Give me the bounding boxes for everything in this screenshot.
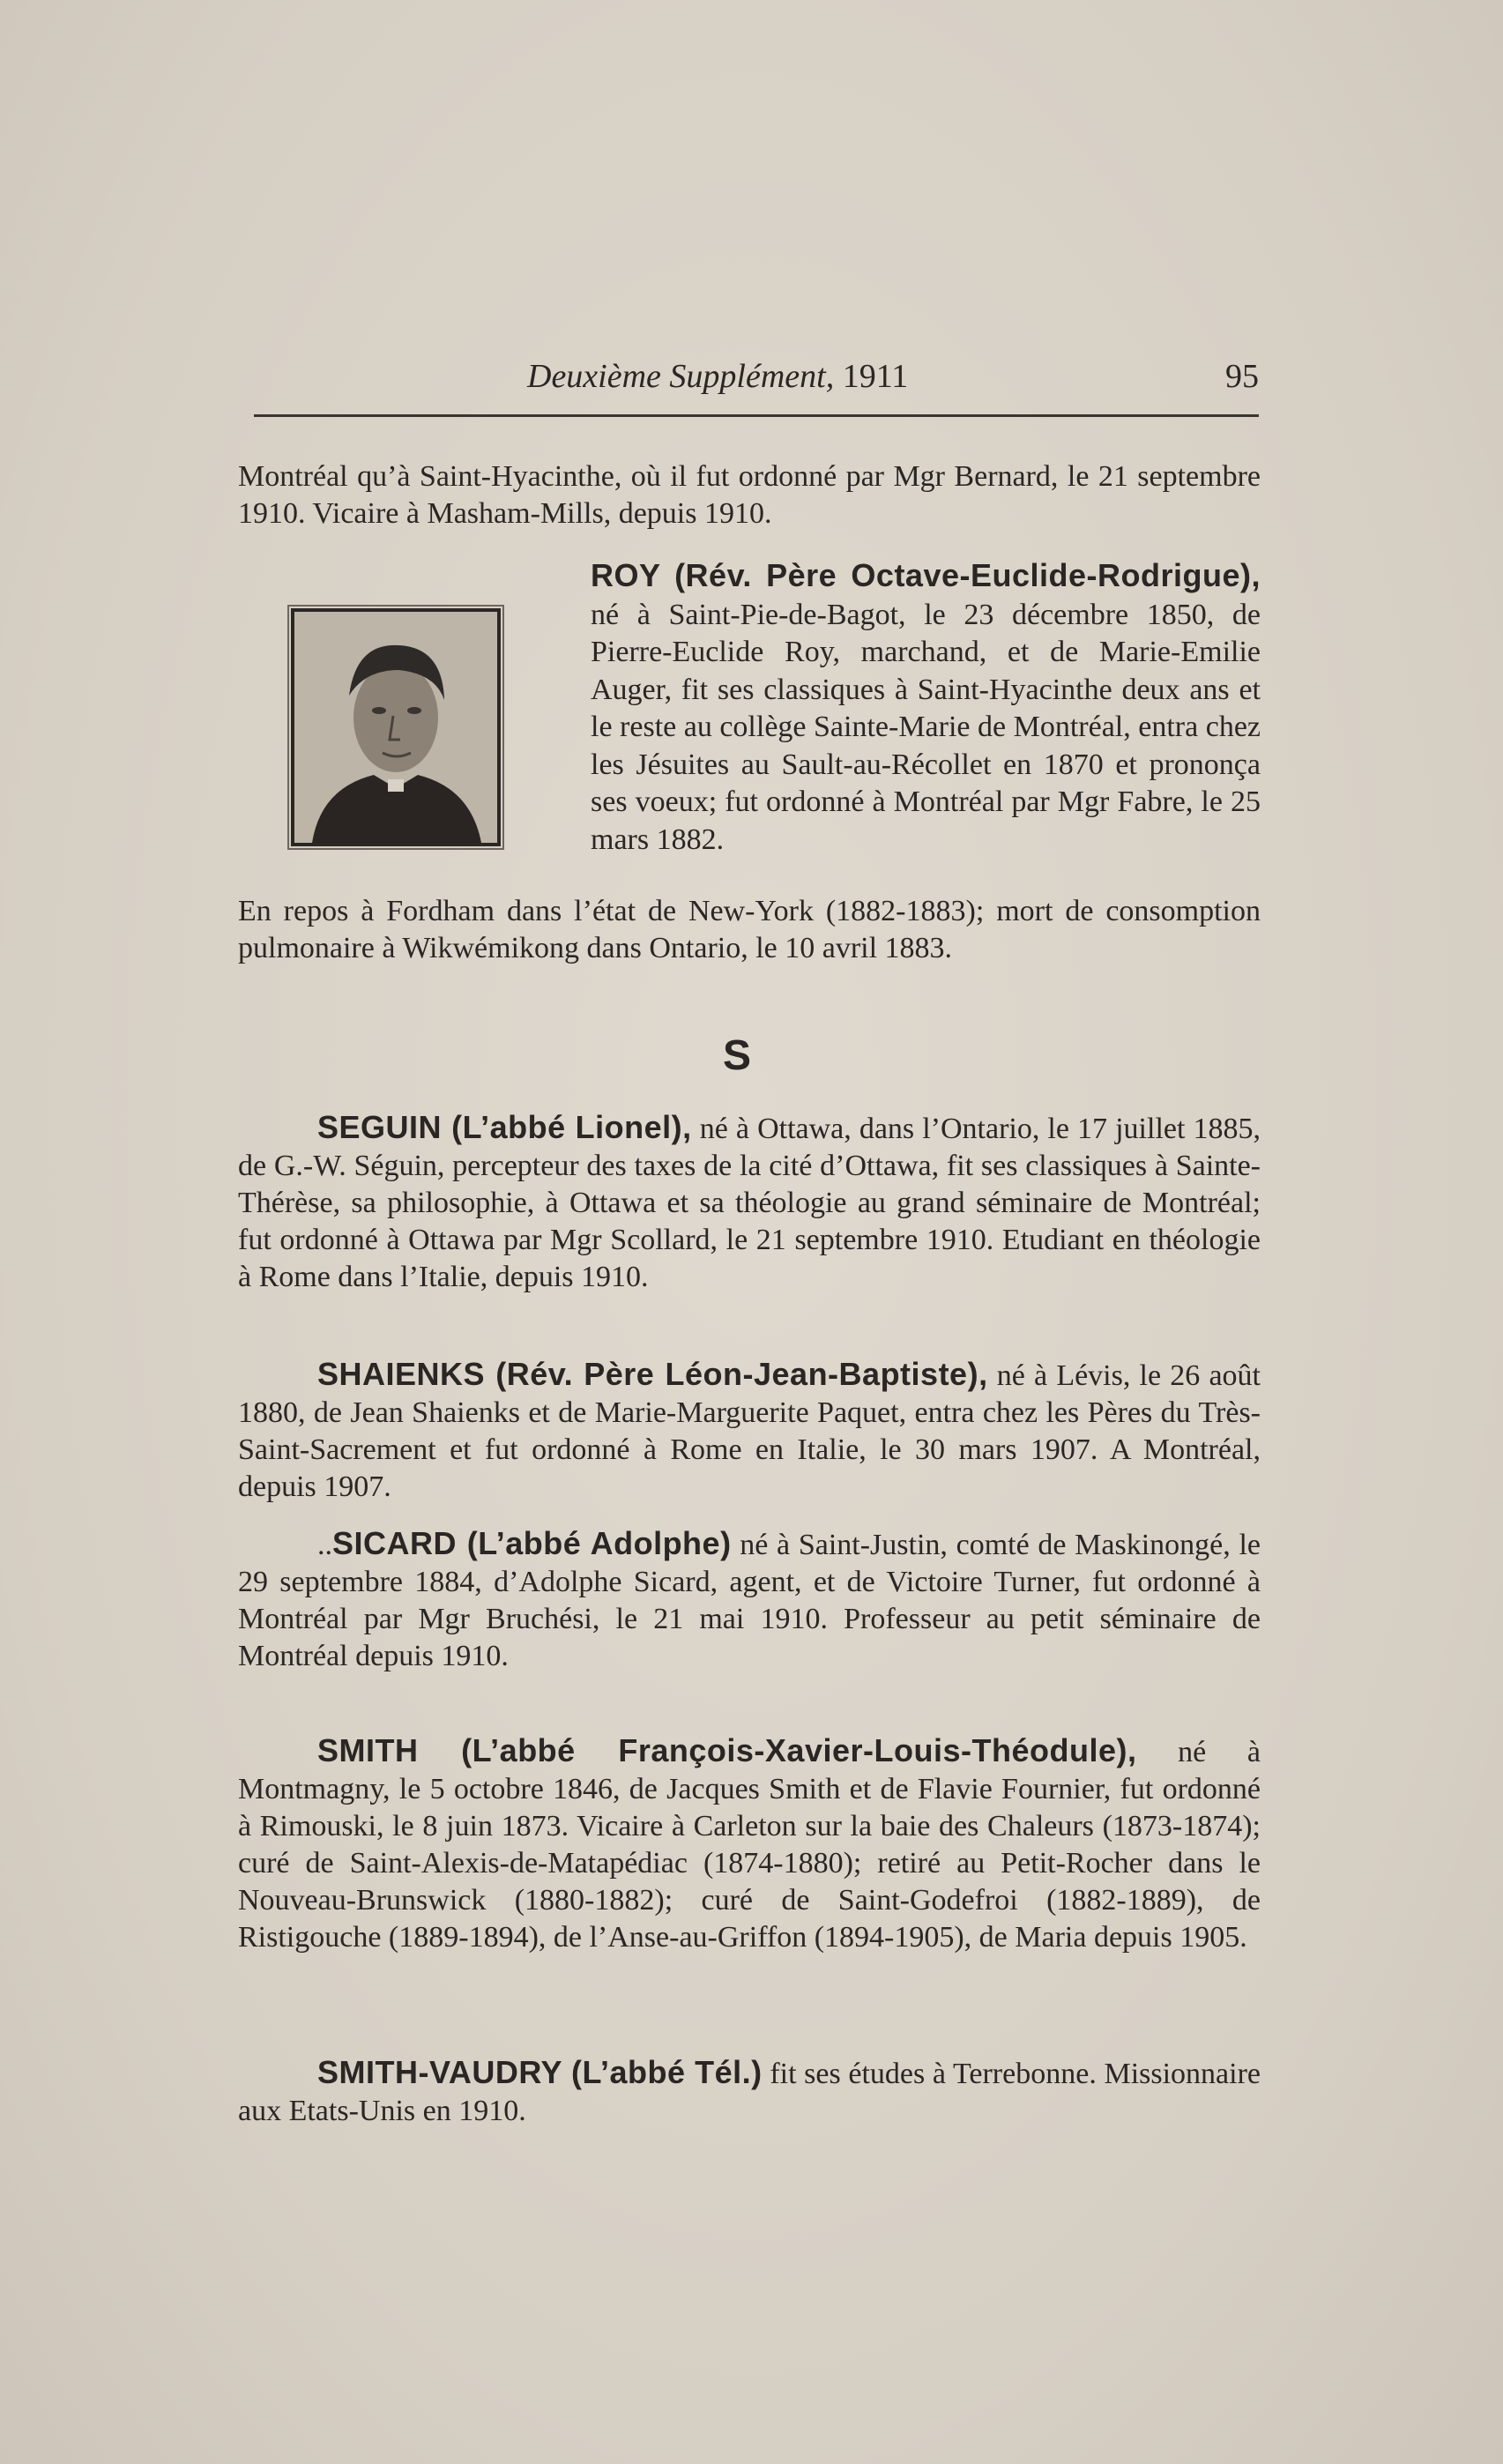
header-year: 1911 — [842, 358, 909, 395]
shaienks-name: SHAIENKS (Rév. Père Léon-Jean-Baptiste), — [317, 1356, 988, 1392]
continuation-paragraph: Montréal qu’à Saint-Hyacinthe, où il fut ordonné par Mgr Bernard, le 21 septembre 1910. Vicaire à Masham-Mills, depuis 1910. — [238, 460, 1261, 530]
roy-entry-beside-portrait — [591, 557, 1261, 859]
roy-entry-continued: En repos à Fordham dans l’état de New-York (1882-1883); mort de consomption pulmonaire à Wikwémikong dans Ontario, le 10 avril 1883. — [238, 895, 1261, 964]
smith-vaudry-entry — [238, 2054, 1261, 2130]
smith-name: SMITH (L’abbé François-Xavier-Louis-Théodule), — [317, 1732, 1137, 1768]
section-letter: S — [723, 1032, 752, 1079]
sicard-name: SICARD (L’abbé Adolphe) — [332, 1525, 732, 1561]
header-title — [527, 357, 908, 396]
header-rule — [254, 414, 1259, 417]
shaienks-text: né à Lévis, le 26 août 1880, de Jean Shaienks et de Marie-Marguerite Paquet, entra chez les Pères du Très-Saint-Sacrement et fut ordonné à Rome en Italie, le 30 mars 1907. A Montréal, depuis 1907. — [238, 1359, 1261, 1503]
portrait-photo — [291, 608, 501, 846]
sicard-text: né à Saint-Justin, comté de Maskinongé, le 29 septembre 1884, d’Adolphe Sicard, agent, et de Victoire Turner, fut ordonné à Montréal par Mgr Bruchési, le 21 mai 1910. Professeur au petit séminaire de Montréal depuis 1910. — [238, 1529, 1261, 1672]
sicard-entry — [238, 1525, 1261, 1675]
smith-vaudry-name: SMITH-VAUDRY (L’abbé Tél.) — [317, 2054, 763, 2090]
page-number: 95 — [1225, 358, 1259, 395]
sicard-prefix: .. — [317, 1529, 332, 1561]
roy-text-beside: né à Saint-Pie-de-Bagot, le 23 décembre 1850, de Pierre-Euclide Roy, marchand, et de Marie-Emilie Auger, fit ses classiques à Saint-Hyacinthe deux ans et le reste au collège Sainte-Marie de Montréal, entra chez les Jésuites au Sault-au-Récollet en 1870 et prononça ses voeux; fut ordonné à Montréal par Mgr Fabre, le 25 mars 1882. — [591, 598, 1261, 856]
seguin-text: né à Ottawa, dans l’Ontario, le 17 juillet 1885, de G.-W. Séguin, percepteur des taxes de la cité d’Ottawa, fit ses classiques à Sainte-Thérèse, sa philosophie, à Ottawa et sa théologie au grand séminaire de Montréal; fut ordonné à Ottawa par Mgr Scollard, le 21 septembre 1910. Etudiant en théologie à Rome dans l’Italie, depuis 1910. — [238, 1113, 1261, 1293]
smith-entry — [238, 1732, 1261, 1956]
seguin-name: SEGUIN (L’abbé Lionel), — [317, 1109, 692, 1145]
smith-text: né à Montmagny, le 5 octobre 1846, de Jacques Smith et de Flavie Fournier, fut ordonné à Rimouski, le 8 juin 1873. Vicaire à Carleton sur la baie des Chaleurs (1873-1874); curé de Saint-Alexis-de-Matapédiac (1874-1880); retiré au Petit-Rocher dans le Nouveau-Brunswick (1880-1882); curé de Saint-Godefroi (1882-1889), de Ristigouche (1889-1894), de l’Anse-au-Griffon (1894-1905), de Maria depuis 1905. — [238, 1736, 1261, 1954]
running-header — [254, 357, 1259, 419]
roy-name: ROY (Rév. Père Octave-Euclide-Rodrigue), — [591, 557, 1261, 593]
smith-vaudry-text: fit ses études à Terrebonne. Missionnaire aux Etats-Unis en 1910. — [238, 2058, 1261, 2127]
header-title-text: Deuxième Supplément, — [527, 358, 835, 395]
shaienks-entry — [238, 1356, 1261, 1506]
seguin-entry — [238, 1109, 1261, 1296]
